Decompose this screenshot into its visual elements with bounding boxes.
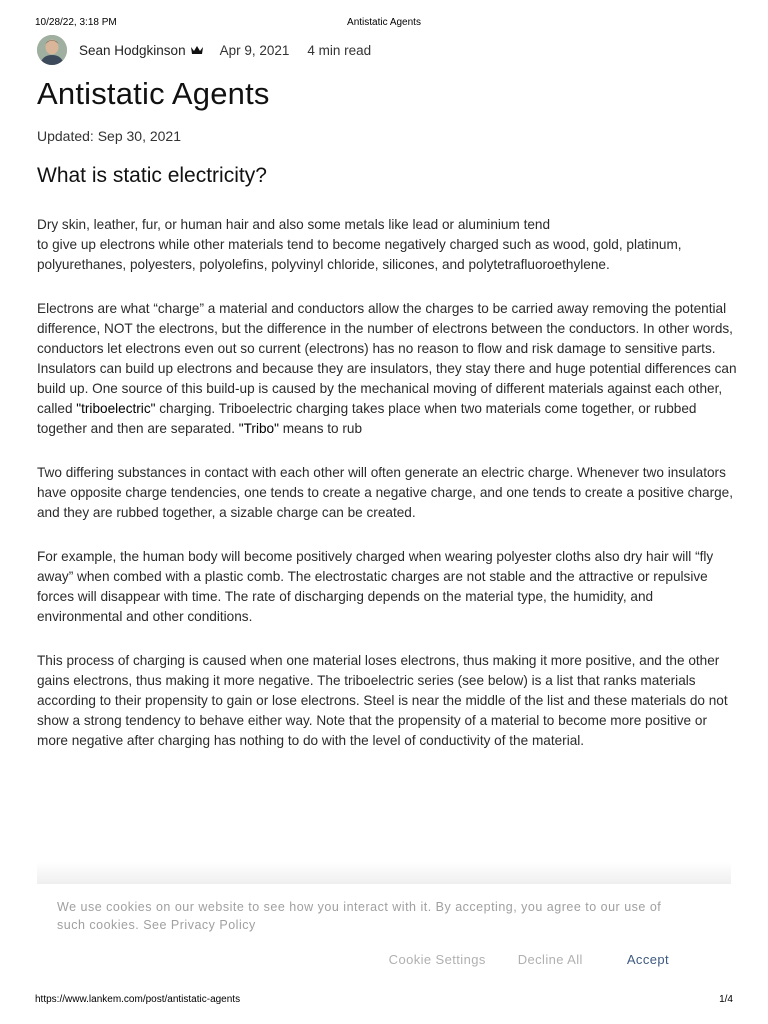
section-heading: What is static electricity?	[37, 164, 267, 187]
paragraph-text: Electrons are what “charge” a material and conductors allow the charges to be carried away removing the potential difference, NOT the electrons, but the difference in the number of electrons between the conductors. In other words, conductors let electrons even out so current (electrons) has no reason to flow and risk damage to sensitive parts. Insulators can build up electrons and because they are insulators, they stay there and huge potential differences can build up. One source of this build-up is caused by the mechanical moving of different materials against each other, called	[37, 301, 737, 416]
crown-icon	[190, 45, 204, 55]
paragraph-text: charging. Triboelectric charging takes place when two materials come together, or rubbed together and then are separated.	[37, 401, 697, 436]
paragraph-line: to give up electrons while other materials tend to become negatively charged such as wood, gold, platinum, polyurethanes, polyesters, polyolefins, polyvinyl chloride, silicones, and polytetrafluoroethylene.	[37, 237, 682, 272]
cookie-message-text: We use cookies on our website to see how you interact with it. By accepting, you agree to our use of such cookies.	[57, 900, 662, 932]
paragraph-line: Dry skin, leather, fur, or human hair and also some metals like lead or aluminium tend	[37, 217, 551, 232]
paragraph: Two differing substances in contact with each other will often generate an electric charge. Whenever two insulators have opposite charge tendencies, one tends to create a negative charge, and one tends to create a positive charge, and they are rubbed together, a sizable charge can be created.	[37, 465, 734, 520]
triboelectric-link[interactable]: "triboelectric"	[76, 401, 156, 416]
cookie-actions	[389, 952, 669, 967]
page-url: https://www.lankem.com/post/antistatic-agents	[35, 994, 241, 1005]
article-body	[37, 215, 737, 775]
cookie-settings-button[interactable]: Cookie Settings	[388, 952, 486, 967]
paragraph	[37, 215, 737, 275]
print-page-title: Antistatic Agents	[347, 17, 421, 28]
paragraph: This process of charging is caused when one material loses electrons, thus making it more positive, and the other gains electrons, thus making it more negative. The triboelectric series (see below) is a list that ranks materials according to their propensity to gain or lose electrons. Steel is near the middle of the list and these materials do not show a strong tendency to behave either way. Note that the propensity of a material to become more positive or more negative after charging has nothing to do with the level of conductivity of the material.	[37, 653, 728, 748]
decline-all-button[interactable]: Decline All	[517, 952, 583, 967]
print-footer	[35, 994, 733, 1008]
avatar-image	[37, 35, 67, 65]
post-meta	[37, 35, 371, 65]
paragraph: For example, the human body will become positively charged when wearing polyester cloths also dry hair will “fly away” when combed with a plastic comb. The electrostatic charges are not stable and the attractive or repulsive forces will disappear with time. The rate of discharging depends on the material type, the humidity, and environmental and other conditions.	[37, 549, 714, 624]
paragraph	[37, 299, 737, 439]
publish-date: Apr 9, 2021	[219, 42, 290, 58]
tribo-link[interactable]: "Tribo"	[238, 421, 279, 436]
paragraph-text: means to rub	[278, 421, 363, 436]
cookie-banner	[37, 884, 731, 990]
avatar[interactable]	[37, 35, 67, 65]
post-title: Antistatic Agents	[37, 76, 270, 111]
privacy-policy-link[interactable]: See Privacy Policy	[143, 918, 256, 932]
accept-button[interactable]: Accept	[626, 952, 669, 967]
author-name[interactable]: Sean Hodgkinson	[79, 42, 186, 58]
cookie-message	[57, 898, 677, 934]
print-datetime: 10/28/22, 3:18 PM	[35, 17, 117, 28]
page-number: 1/4	[719, 994, 733, 1005]
read-time: 4 min read	[307, 42, 372, 58]
updated-date: Updated: Sep 30, 2021	[37, 128, 182, 144]
print-header	[35, 17, 733, 31]
